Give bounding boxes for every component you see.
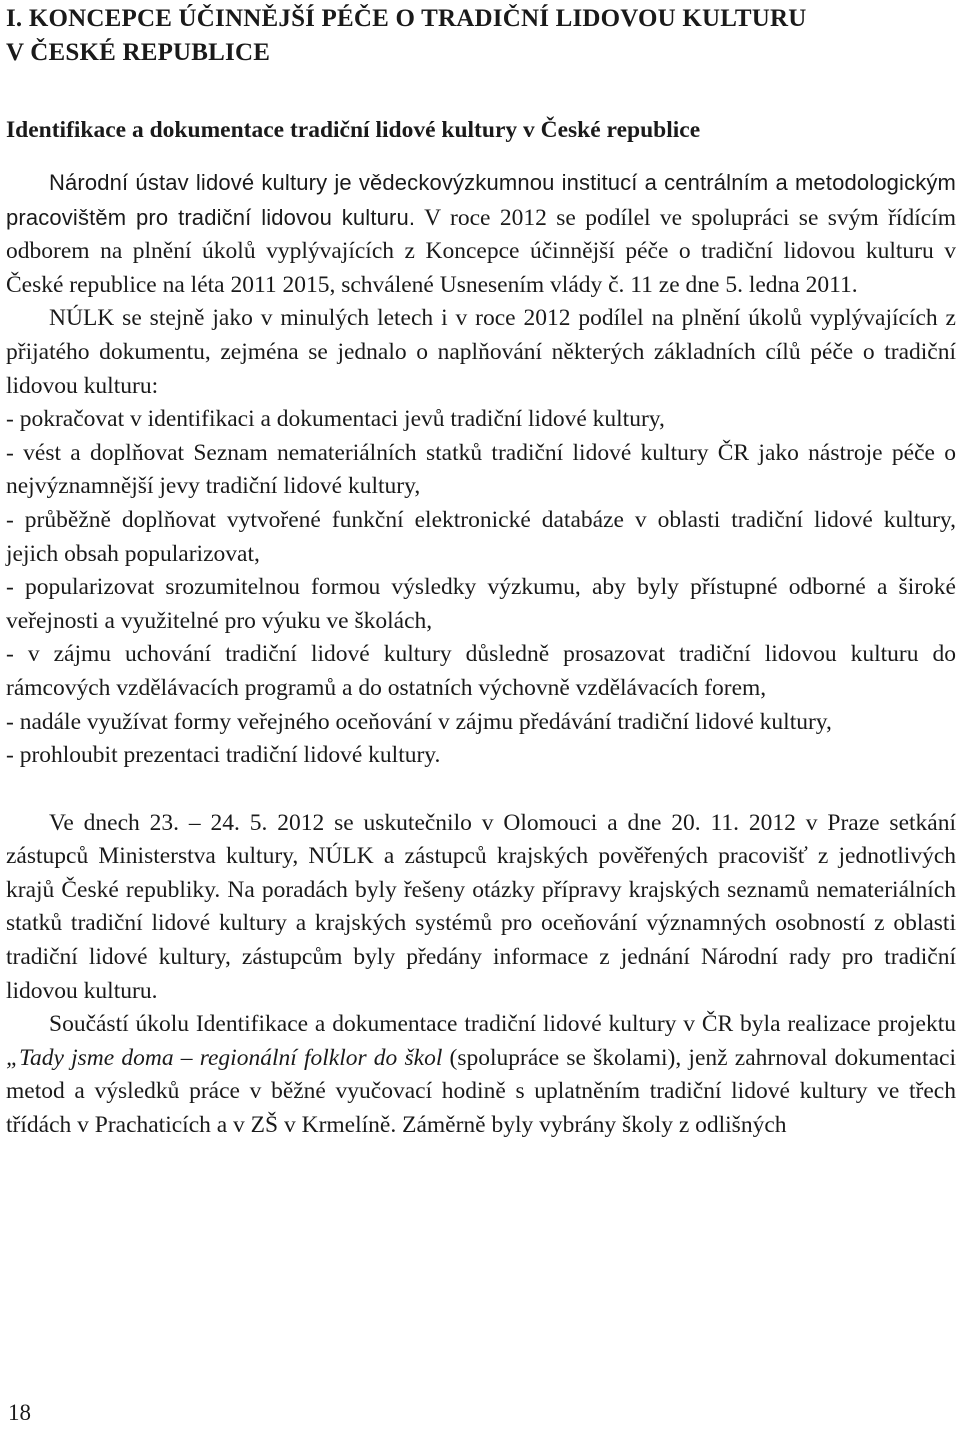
goals-list [6,403,956,773]
list-item: - průběžně doplňovat vytvořené funkční elektronické databáze v oblasti tradiční lidové kultury, jejich obsah popularizovat, [6,506,956,567]
page-number: 18 [8,1400,31,1425]
list-item: - nadále využívat formy veřejného oceňování v zájmu předávání tradiční lidové kultury, [6,708,832,735]
paragraph-intro-sans: Národní ústav lidové kultury je vědeckovýzkumnou institucí a centrálním a metodologickým pracovištěm pro tradiční lidovou kulturu. [6,170,956,230]
list-item: - pokračovat v identifikaci a dokumentaci jevů tradiční lidové kultury, [6,406,665,433]
paragraph-project-before: Součástí úkolu Identifikace a dokumentace tradiční lidové kultury v ČR byla realizace projektu [49,1011,956,1038]
paragraph-project [6,1008,956,1142]
paragraph-intro-serif: V roce 2012 se podílel ve spolupráci se svým řídícím odborem na plnění úkolů vyplývajících z Koncepce účinnější péče o tradiční lidovou kulturu v České republice na léta 2011 2015, schválené Usnesením vlády č. 11 ze dne 5. ledna 2011. [6,204,956,298]
paragraph-goals: NÚLK se stejně jako v minulých letech i v roce 2012 podílel na plnění úkolů vyplývajících z přijatého dokumentu, zejména se jednalo o naplňování některých základních cílů péče o tradiční lidovou kulturu: [6,305,956,399]
chapter-heading-line-2: V ČESKÉ REPUBLICE [6,39,271,66]
paragraph-meetings: Ve dnech 23. – 24. 5. 2012 se uskutečnilo v Olomouci a dne 20. 11. 2012 v Praze setkání zástupců Ministerstva kultury, NÚLK a zástupců krajských pověřených pracovišť z jednotlivých krajů České republiky. Na poradách byly řešeny otázky přípravy krajských seznamů nemateriálních statků tradiční lidové kultury a krajských systémů pro oceňování významných osobností z oblasti tradiční lidové kultury, zástupcům byly předány informace z jednání Národní rady pro tradiční lidovou kulturu. [6,809,956,1004]
paragraph-project-after: (spolupráce se školami), jenž zahrnoval dokumentaci metod a výsledků práce v běžné vyučovací hodině s uplatněním tradiční lidové kultury ve třech třídách v Prachaticích a v ZŠ v Krmelíně. Záměrně byly vybrány školy z odlišných [6,1044,956,1139]
section-subheading: Identifikace a dokumentace tradiční lidové kultury v České republice [6,117,701,143]
list-item: - popularizovat srozumitelnou formou výsledky výzkumu, aby byly přístupné odborné a široké veřejnosti a využitelné pro výuku ve školách, [6,574,956,634]
list-item: - vést a doplňovat Seznam nemateriálních statků tradiční lidové kultury ČR jako nástroje péče o nejvýznamnější jevy tradiční lidové kultury, [6,439,956,500]
document-page [6,0,956,1143]
chapter-heading-line-1: I. KONCEPCE ÚČINNĚJŠÍ PÉČE O TRADIČNÍ LIDOVOU KULTURU [6,5,807,32]
paragraph-intro [6,166,956,302]
chapter-heading [6,2,956,70]
list-item: - v zájmu uchování tradiční lidové kultury důsledně prosazovat tradiční lidovou kulturu do rámcových vzdělávacích programů a do ostatních výchovně vzdělávacích forem, [6,641,956,701]
project-title: „Tady jsme doma – regionální folklor do škol [6,1044,443,1071]
list-item: - prohloubit prezentaci tradiční lidové kultury. [6,742,441,769]
